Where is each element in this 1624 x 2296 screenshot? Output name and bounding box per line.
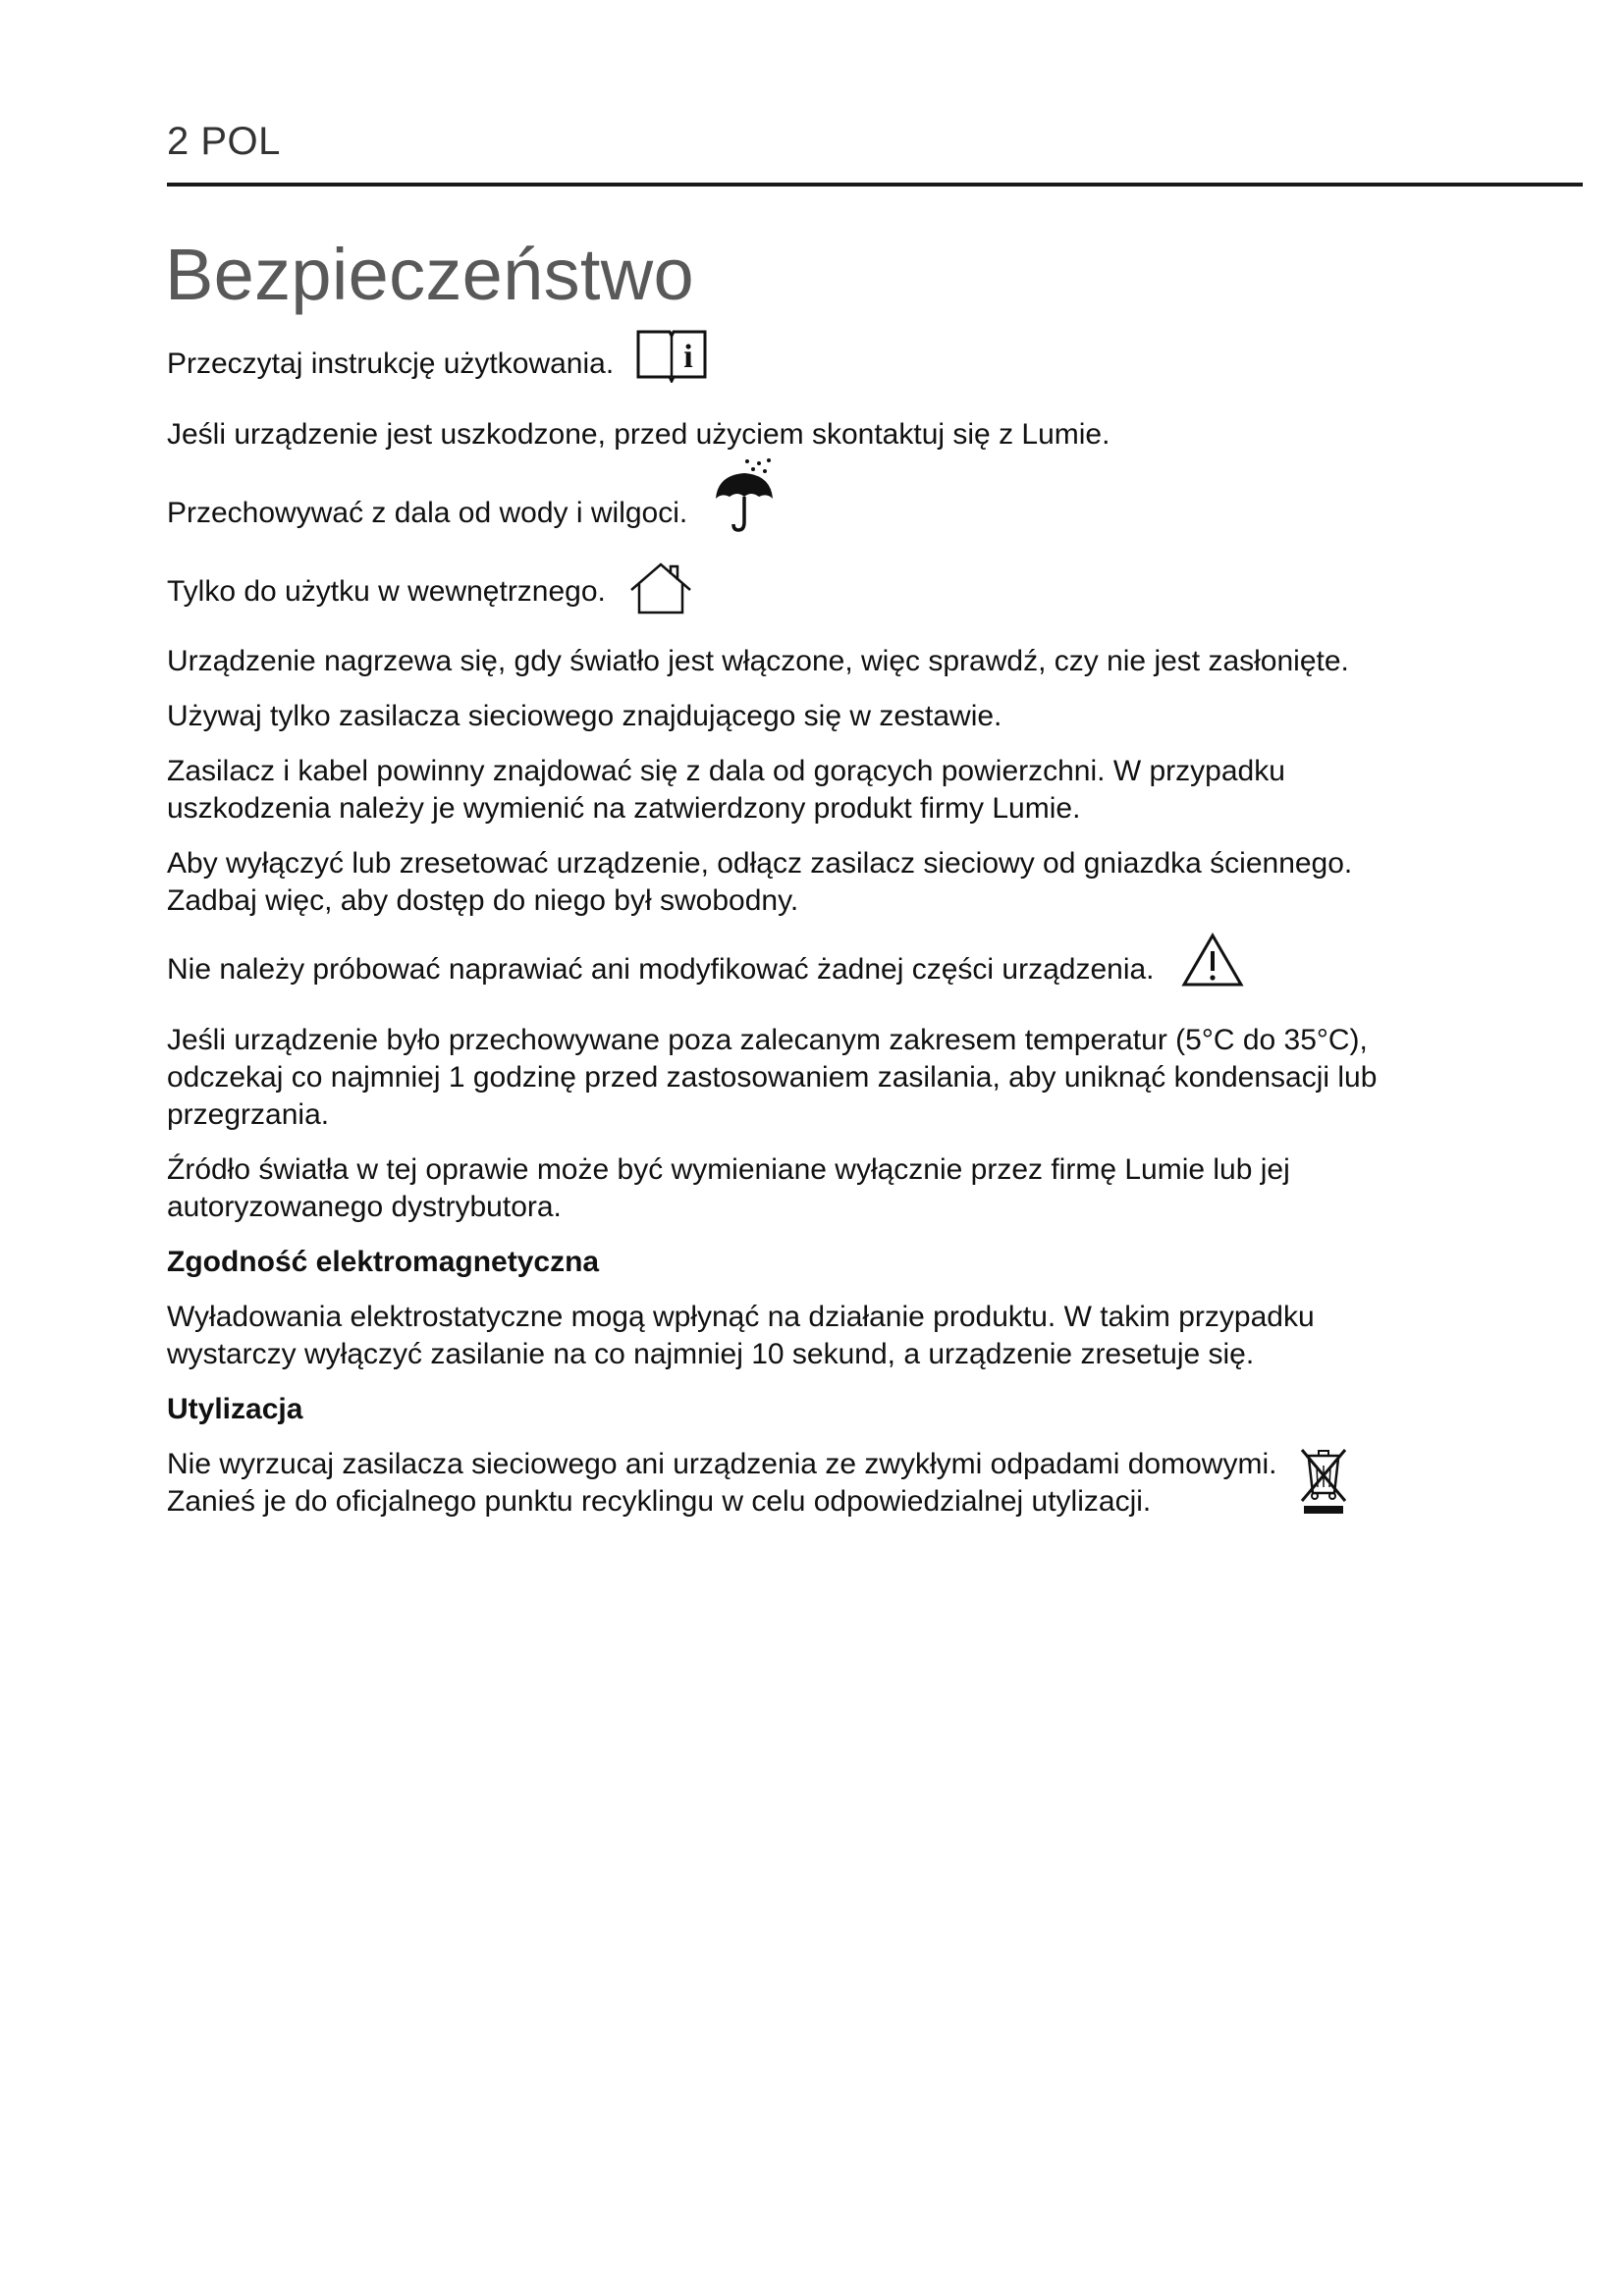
paragraph-text: Przechowywać z dala od wody i wilgoci. (167, 496, 688, 529)
paragraph-text: Urządzenie nagrzewa się, gdy światło jest włączone, więc sprawdź, czy nie jest zasłonięte. (167, 645, 1349, 677)
emc-heading: Zgodność elektromagnetyczna (167, 1246, 600, 1278)
paragraph-text: Przeczytaj instrukcję użytkowania. (167, 347, 615, 380)
paragraph-read-manual (167, 332, 1463, 399)
warning-triangle-icon (1180, 932, 1245, 998)
paragraph-line: autoryzowanego dystrybutora. (167, 1191, 562, 1223)
disposal-heading: Utylizacja (167, 1393, 303, 1425)
paragraph-no-repair (167, 937, 1463, 1004)
paragraph-disposal (167, 1446, 1463, 1524)
paragraph-line: Zadbaj więc, aby dostęp do niego był swobodny. (167, 884, 799, 917)
disposal-text (167, 1446, 1276, 1521)
paragraph-keep-dry (167, 471, 1463, 558)
keep-dry-icon (710, 457, 779, 544)
paragraph-text: Używaj tylko zasilacza sieciowego znajdującego się w zestawie. (167, 700, 1002, 732)
paragraph-line: przegrzania. (167, 1098, 330, 1131)
paragraph-line: Wyładowania elektrostatyczne mogą wpłynąć na działanie produktu. W takim przypadku (167, 1301, 1315, 1333)
paragraph-power-adapter (167, 698, 1463, 735)
paragraph-light-source (167, 1151, 1463, 1226)
paragraph-text: Tylko do użytku w wewnętrznego. (167, 574, 606, 608)
weee-crossed-bin-icon (1298, 1446, 1349, 1524)
paragraph-emc (167, 1299, 1463, 1373)
header-divider (167, 183, 1583, 187)
paragraph-indoor-use (167, 561, 1463, 625)
indoor-use-icon (627, 561, 694, 625)
paragraph-damaged (167, 416, 1463, 454)
page-number-label: 2 POL (167, 120, 281, 163)
paragraph-line: uszkodzenia należy je wymienić na zatwierdzony produkt firmy Lumie. (167, 792, 1081, 825)
safety-content (167, 332, 1463, 1542)
read-manual-icon (634, 326, 709, 393)
paragraph-line: Zasilacz i kabel powinny znajdować się z dala od gorących powierzchni. W przypadku (167, 755, 1285, 787)
paragraph-line: Źródło światła w tej oprawie może być wymieniane wyłącznie przez firmę Lumie lub jej (167, 1153, 1290, 1186)
paragraph-text: Nie należy próbować naprawiać ani modyfikować żadnej części urządzenia. (167, 952, 1155, 986)
page-title: Bezpieczeństwo (165, 234, 694, 315)
paragraph-heat-warning (167, 643, 1463, 680)
paragraph-line: Aby wyłączyć lub zresetować urządzenie, odłącz zasilacz sieciowy od gniazdka ściennego. (167, 847, 1353, 880)
paragraph-line: Jeśli urządzenie było przechowywane poza zalecanym zakresem temperatur (5°C do 35°C), (167, 1024, 1368, 1056)
paragraph-cable-care (167, 753, 1463, 828)
paragraph-text: Jeśli urządzenie jest uszkodzone, przed użyciem skontaktuj się z Lumie. (167, 418, 1110, 451)
paragraph-line: wystarczy wyłączyć zasilanie na co najmniej 10 sekund, a urządzenie zresetuje się. (167, 1338, 1255, 1370)
svg-text:i: i (682, 339, 693, 375)
paragraph-temperature (167, 1022, 1463, 1134)
paragraph-line: odczekaj co najmniej 1 godzinę przed zastosowaniem zasilania, aby uniknąć kondensacji lub (167, 1061, 1378, 1094)
paragraph-reset (167, 845, 1463, 920)
paragraph-line: Zanieś je do oficjalnego punktu recyklingu w celu odpowiedzialnej utylizacji. (167, 1485, 1152, 1518)
paragraph-line: Nie wyrzucaj zasilacza sieciowego ani urządzenia ze zwykłymi odpadami domowymi. (167, 1448, 1277, 1480)
